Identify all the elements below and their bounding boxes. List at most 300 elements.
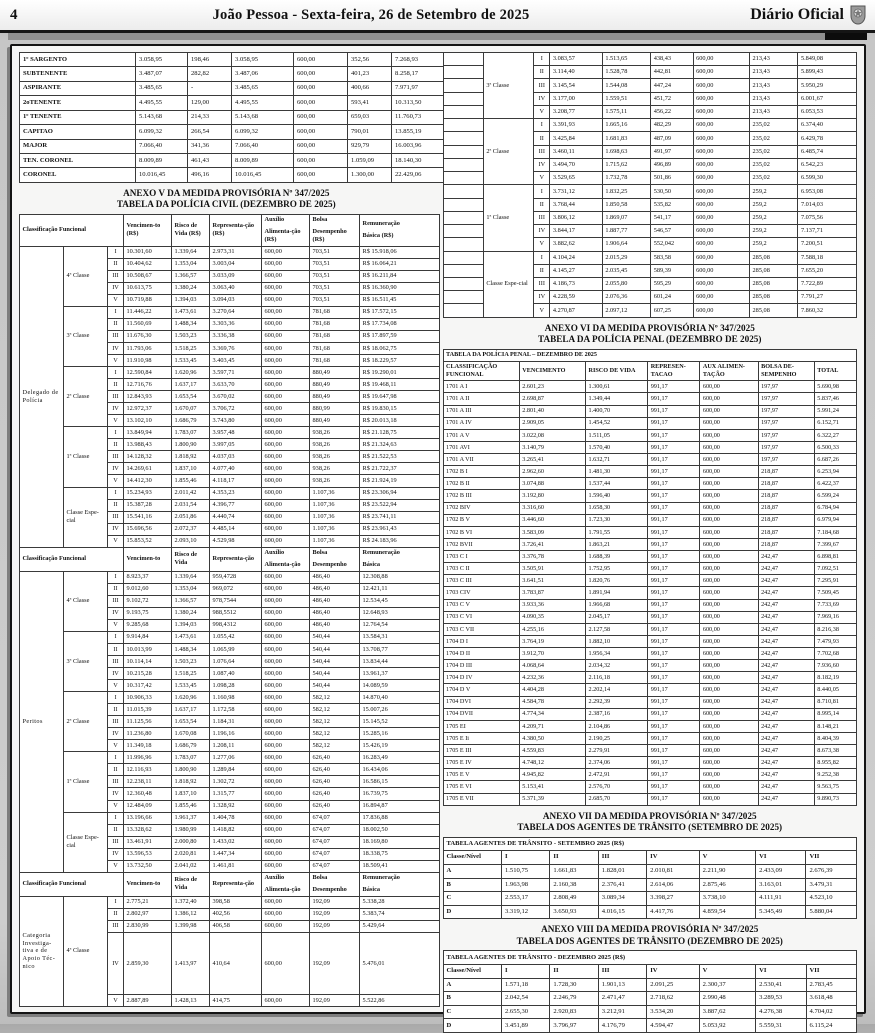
table-cell: 18.509,41 bbox=[360, 860, 440, 872]
table-cell: 9.914,84 bbox=[124, 631, 172, 643]
table-cell: 2.211,90 bbox=[699, 864, 755, 878]
table-row bbox=[20, 81, 444, 95]
page-number: 4 bbox=[10, 6, 18, 23]
table-cell: 1.328,92 bbox=[210, 800, 262, 812]
table-row bbox=[443, 672, 857, 684]
class-label-cell: 3ª Classe bbox=[64, 631, 108, 691]
table-cell: 3.163,01 bbox=[756, 878, 806, 892]
table-cell: 4.945,82 bbox=[519, 769, 585, 781]
row-label-cell: 1705 E Ii bbox=[443, 732, 519, 744]
table-cell: 8.148,21 bbox=[814, 720, 856, 732]
empty-cell bbox=[443, 53, 483, 66]
table-cell: 2.093,10 bbox=[172, 535, 210, 547]
table-cell: 540,44 bbox=[310, 643, 360, 655]
level-cell: IV bbox=[108, 463, 124, 475]
table-row bbox=[443, 185, 857, 198]
row-label-cell: 1704 D V bbox=[443, 684, 519, 696]
table-cell: 3.446,60 bbox=[519, 514, 585, 526]
table-cell: 11.446,22 bbox=[124, 306, 172, 318]
table-cell: 12.972,37 bbox=[124, 403, 172, 415]
level-cell: II bbox=[108, 764, 124, 776]
table-cell: 2.127,58 bbox=[585, 623, 647, 635]
table-cell: 197,97 bbox=[758, 417, 814, 429]
table-cell: 3.376,78 bbox=[519, 551, 585, 563]
table-cell: 880,49 bbox=[310, 391, 360, 403]
table-cell: 496,16 bbox=[188, 168, 232, 182]
rank-label-cell: ASPIRANTE bbox=[20, 81, 136, 95]
table-row bbox=[20, 812, 440, 824]
table-cell: 11.236,80 bbox=[124, 728, 172, 740]
empty-cell bbox=[443, 172, 483, 185]
table-cell: 991,17 bbox=[648, 514, 700, 526]
table-cell: 13.196,66 bbox=[124, 812, 172, 824]
table-cell: 600,00 bbox=[262, 415, 310, 427]
table-cell: R$ 15.918,06 bbox=[360, 246, 440, 258]
table-row bbox=[443, 623, 857, 635]
level-cell: II bbox=[534, 132, 550, 145]
table-cell: 1.184,31 bbox=[210, 716, 262, 728]
table-cell: 3.083,57 bbox=[550, 53, 602, 66]
table-cell: 218,87 bbox=[758, 502, 814, 514]
table-cell: 11.676,30 bbox=[124, 330, 172, 342]
empty-cell bbox=[443, 132, 483, 145]
table-cell: 4.276,38 bbox=[756, 1005, 806, 1019]
table-cell: 11.793,06 bbox=[124, 342, 172, 354]
table-cell: 1.837,10 bbox=[172, 463, 210, 475]
row-label-cell: 1701 A IV bbox=[443, 417, 519, 429]
table-row bbox=[20, 571, 440, 583]
table-cell: 242,47 bbox=[758, 745, 814, 757]
table-cell: 3.650,93 bbox=[550, 905, 598, 919]
table-cell: 15.426,19 bbox=[360, 740, 440, 752]
table-cell: 15.007,26 bbox=[360, 704, 440, 716]
table-cell: 1.107,36 bbox=[310, 523, 360, 535]
table-cell: 5.345,49 bbox=[756, 905, 806, 919]
level-cell: I bbox=[534, 185, 550, 198]
table-cell: R$ 19.830,15 bbox=[360, 403, 440, 415]
table-cell: 10.508,67 bbox=[124, 270, 172, 282]
level-cell: I bbox=[108, 896, 124, 908]
table-cell: 600,00 bbox=[700, 696, 758, 708]
table-cell: 1.528,78 bbox=[602, 66, 650, 79]
table-cell: 6.429,78 bbox=[798, 132, 857, 145]
table-cell: 235,02 bbox=[750, 132, 798, 145]
table-cell: 3.022,08 bbox=[519, 429, 585, 441]
table-cell: 242,47 bbox=[758, 660, 814, 672]
table-cell: 3.094,03 bbox=[210, 294, 262, 306]
table-cell: 1.372,40 bbox=[172, 896, 210, 908]
table-cell: 6.542,23 bbox=[798, 158, 857, 171]
class-label-cell: 3ª Classe bbox=[64, 306, 108, 366]
table-cell: 991,17 bbox=[648, 635, 700, 647]
table-cell: 600,00 bbox=[700, 514, 758, 526]
table-cell: 600,00 bbox=[700, 587, 758, 599]
table-cell: 600,00 bbox=[262, 523, 310, 535]
table-cell: 600,00 bbox=[700, 563, 758, 575]
table-cell: 991,17 bbox=[648, 526, 700, 538]
table-cell: 2.051,86 bbox=[172, 511, 210, 523]
class-label-cell: 2ª Classe bbox=[483, 119, 533, 185]
table-cell: 600,00 bbox=[262, 740, 310, 752]
table-cell: 14.269,61 bbox=[124, 463, 172, 475]
table-row bbox=[443, 251, 857, 264]
table-cell: 600,00 bbox=[262, 908, 310, 920]
table-cell: 12.764,54 bbox=[360, 619, 440, 631]
table-cell: 600,00 bbox=[294, 139, 348, 153]
table-cell: 6.979,94 bbox=[814, 514, 856, 526]
row-label-cell: 1704 D IV bbox=[443, 672, 519, 684]
table-cell: 12.421,11 bbox=[360, 583, 440, 595]
empty-cell bbox=[443, 277, 483, 290]
table-cell: 991,17 bbox=[648, 611, 700, 623]
column-header-cell: III bbox=[598, 851, 646, 865]
level-cell: I bbox=[108, 631, 124, 643]
rank-label-cell: 1º SARGENTO bbox=[20, 53, 136, 67]
table-cell: 991,17 bbox=[648, 720, 700, 732]
table-cell: 978,7544 bbox=[210, 595, 262, 607]
empty-cell bbox=[443, 158, 483, 171]
table-cell: 496,89 bbox=[651, 158, 693, 171]
table-cell: 991,17 bbox=[648, 551, 700, 563]
table-cell: 530,50 bbox=[651, 185, 693, 198]
table-cell: 4.495,55 bbox=[232, 96, 294, 110]
table-cell: 600,00 bbox=[262, 318, 310, 330]
table-cell: 2.190,25 bbox=[585, 732, 647, 744]
table-row bbox=[443, 1005, 857, 1019]
anexo-vi-line1: ANEXO VI DA MEDIDA PROVISÓRIA Nº 347/2025 bbox=[544, 322, 755, 333]
table-cell: 600,00 bbox=[700, 757, 758, 769]
table-cell: 3.844,17 bbox=[550, 225, 602, 238]
empty-cell bbox=[443, 211, 483, 224]
table-cell: 3.074,88 bbox=[519, 478, 585, 490]
table-cell: 600,00 bbox=[693, 172, 749, 185]
table-cell: 3.726,41 bbox=[519, 538, 585, 550]
table-cell: 1.302,72 bbox=[210, 776, 262, 788]
level-cell: V bbox=[108, 995, 124, 1007]
table-cell: 600,00 bbox=[693, 92, 749, 105]
table-cell: 442,81 bbox=[651, 66, 693, 79]
column-header-cell: Representa-ção bbox=[210, 872, 262, 896]
row-label-cell: 1703 C VI bbox=[443, 611, 519, 623]
anexo-vi-line2: TABELA DA POLÍCIA PENAL (DEZEMBRO DE 2025) bbox=[538, 334, 762, 345]
level-cell: V bbox=[108, 740, 124, 752]
column-header-cell: Bolsa Desempenho bbox=[310, 872, 360, 896]
table-cell: 15.853,52 bbox=[124, 535, 172, 547]
table-cell: 13.461,91 bbox=[124, 836, 172, 848]
table-cell: 600,00 bbox=[262, 728, 310, 740]
table-cell: 5.837,46 bbox=[814, 393, 856, 405]
empty-cell bbox=[443, 198, 483, 211]
table-cell: 11.125,56 bbox=[124, 716, 172, 728]
table-cell: 600,00 bbox=[693, 251, 749, 264]
table-cell: 1.723,30 bbox=[585, 514, 647, 526]
level-cell: III bbox=[108, 716, 124, 728]
level-cell: III bbox=[534, 145, 550, 158]
table-cell: 2.909,05 bbox=[519, 417, 585, 429]
table-cell: 3.529,65 bbox=[550, 172, 602, 185]
table-cell: 1.386,12 bbox=[172, 908, 210, 920]
table-cell: 16.739,75 bbox=[360, 788, 440, 800]
table-cell: 1.670,08 bbox=[172, 728, 210, 740]
table-cell: 3.706,72 bbox=[210, 403, 262, 415]
table-cell: 781,68 bbox=[310, 306, 360, 318]
table-cell: 1.686,79 bbox=[172, 415, 210, 427]
column-header-cell: I bbox=[501, 851, 549, 865]
row-label-cell: 1701 A II bbox=[443, 393, 519, 405]
class-label-cell: 2ª Classe bbox=[64, 367, 108, 427]
column-header-cell: Auxílio Alimenta-ção (R$) bbox=[262, 214, 310, 246]
table-cell: 1.315,77 bbox=[210, 788, 262, 800]
table-cell: 1.418,82 bbox=[210, 824, 262, 836]
column-header-cell: Vencimen-to bbox=[124, 872, 172, 896]
header-row bbox=[443, 851, 857, 865]
table-cell: 2.601,23 bbox=[519, 381, 585, 393]
level-cell: V bbox=[534, 304, 550, 317]
level-cell: II bbox=[534, 264, 550, 277]
table-cell: 1.289,84 bbox=[210, 764, 262, 776]
table-cell: 192,09 bbox=[310, 920, 360, 932]
table-row bbox=[20, 53, 444, 67]
level-cell: III bbox=[534, 79, 550, 92]
table-cell: 6.599,24 bbox=[814, 490, 856, 502]
table-row bbox=[443, 478, 857, 490]
table-cell: 13.584,31 bbox=[360, 631, 440, 643]
table-cell: 2.859,30 bbox=[124, 932, 172, 994]
table-cell: 600,00 bbox=[700, 611, 758, 623]
row-label-cell: C bbox=[443, 1005, 501, 1019]
table-cell: 197,97 bbox=[758, 381, 814, 393]
table-cell: 3.033,09 bbox=[210, 270, 262, 282]
table-cell: 6.687,26 bbox=[814, 454, 856, 466]
table-cell: 8.258,17 bbox=[392, 67, 444, 81]
table-cell: 3.743,80 bbox=[210, 415, 262, 427]
table-cell: 11.910,98 bbox=[124, 354, 172, 366]
row-label-cell: 1701 AVI bbox=[443, 441, 519, 453]
level-cell: II bbox=[108, 908, 124, 920]
table-cell: 600,00 bbox=[700, 393, 758, 405]
table-cell: 600,00 bbox=[294, 96, 348, 110]
band-title-cell: TABELA DA POLÍCIA PENAL – DEZEMBRO DE 2025 bbox=[443, 349, 857, 361]
table-cell: 12.238,11 bbox=[124, 776, 172, 788]
empty-cell bbox=[443, 66, 483, 79]
table-cell: 1.461,81 bbox=[210, 860, 262, 872]
column-header-cell: IV bbox=[647, 851, 699, 865]
table-cell: 6.099,32 bbox=[232, 125, 294, 139]
table-cell: 235,02 bbox=[750, 172, 798, 185]
table-cell: 14.412,30 bbox=[124, 475, 172, 487]
table-cell: 4.404,28 bbox=[519, 684, 585, 696]
row-label-cell: 1701 A V bbox=[443, 429, 519, 441]
empty-cell bbox=[443, 225, 483, 238]
table-cell: 1.300,61 bbox=[585, 381, 647, 393]
table-cell: 3.912,70 bbox=[519, 648, 585, 660]
table-cell: 3.957,48 bbox=[210, 427, 262, 439]
table-cell: R$ 21.924,19 bbox=[360, 475, 440, 487]
level-cell: III bbox=[108, 451, 124, 463]
table-cell: 600,00 bbox=[700, 660, 758, 672]
table-cell: 3.145,54 bbox=[550, 79, 602, 92]
table-cell: 8.995,14 bbox=[814, 708, 856, 720]
table-cell: 3.731,12 bbox=[550, 185, 602, 198]
table-row bbox=[443, 864, 857, 878]
table-cell: 14.870,40 bbox=[360, 692, 440, 704]
table-cell: 13.102,10 bbox=[124, 415, 172, 427]
table-cell: 600,00 bbox=[262, 764, 310, 776]
table-cell: 8.673,38 bbox=[814, 745, 856, 757]
table-cell: 3.398,27 bbox=[647, 892, 699, 906]
level-cell: II bbox=[534, 66, 550, 79]
table-cell: 1.863,21 bbox=[585, 538, 647, 550]
class-label-cell: 4ª Classe bbox=[64, 571, 108, 631]
table-cell: 242,47 bbox=[758, 732, 814, 744]
table-cell: 4.118,17 bbox=[210, 475, 262, 487]
table-cell: 600,00 bbox=[262, 439, 310, 451]
level-cell: IV bbox=[108, 668, 124, 680]
table-cell: 2.104,86 bbox=[585, 720, 647, 732]
table-cell: 8.710,81 bbox=[814, 696, 856, 708]
table-cell: 3.391,93 bbox=[550, 119, 602, 132]
empty-cell bbox=[443, 264, 483, 277]
table-cell: 4.523,10 bbox=[806, 892, 857, 906]
table-cell: 242,47 bbox=[758, 648, 814, 660]
table-cell: 2.718,62 bbox=[647, 992, 699, 1006]
table-cell: 600,00 bbox=[693, 158, 749, 171]
table-cell: 4.270,87 bbox=[550, 304, 602, 317]
table-cell: 213,43 bbox=[750, 66, 798, 79]
table-cell: 2.962,60 bbox=[519, 466, 585, 478]
table-cell: 1.901,13 bbox=[598, 978, 646, 992]
table-row bbox=[443, 793, 857, 805]
table-cell: 6.422,37 bbox=[814, 478, 856, 490]
table-cell: R$ 21.722,37 bbox=[360, 463, 440, 475]
table-cell: 589,39 bbox=[651, 264, 693, 277]
table-cell: 242,47 bbox=[758, 684, 814, 696]
table-cell: R$ 23.741,11 bbox=[360, 511, 440, 523]
table-cell: 600,00 bbox=[294, 168, 348, 182]
level-cell: II bbox=[108, 643, 124, 655]
table-cell: 2.808,49 bbox=[550, 892, 598, 906]
class-label-cell: 3ª Classe bbox=[483, 53, 533, 119]
table-cell: 600,00 bbox=[262, 800, 310, 812]
policia-civil-table bbox=[19, 214, 440, 1007]
table-cell: 213,43 bbox=[750, 105, 798, 118]
level-cell: IV bbox=[108, 788, 124, 800]
table-cell: 2.292,39 bbox=[585, 696, 647, 708]
table-cell: 3.633,70 bbox=[210, 379, 262, 391]
table-cell: 218,87 bbox=[758, 490, 814, 502]
table-cell: 600,00 bbox=[262, 607, 310, 619]
table-cell: 12.590,84 bbox=[124, 367, 172, 379]
table-cell: 2.614,06 bbox=[647, 878, 699, 892]
table-cell: 600,00 bbox=[262, 776, 310, 788]
table-cell: 5.429,64 bbox=[360, 920, 440, 932]
table-cell: 3.270,64 bbox=[210, 306, 262, 318]
table-cell: 2.279,91 bbox=[585, 745, 647, 757]
table-row bbox=[443, 393, 857, 405]
table-cell: 7.479,93 bbox=[814, 635, 856, 647]
table-cell: 5.522,86 bbox=[360, 995, 440, 1007]
table-cell: 1.728,30 bbox=[550, 978, 598, 992]
table-cell: 600,00 bbox=[262, 848, 310, 860]
level-cell: IV bbox=[534, 225, 550, 238]
row-label-cell: B bbox=[443, 992, 501, 1006]
empty-cell bbox=[443, 92, 483, 105]
table-cell: 5.991,24 bbox=[814, 405, 856, 417]
class-label-cell: 1ª Classe bbox=[483, 185, 533, 251]
table-cell: 242,47 bbox=[758, 793, 814, 805]
table-cell: 4.440,74 bbox=[210, 511, 262, 523]
level-cell: I bbox=[534, 53, 550, 66]
table-cell: 2.990,48 bbox=[699, 992, 755, 1006]
table-cell: 213,43 bbox=[750, 79, 798, 92]
header-row bbox=[20, 872, 440, 896]
level-cell: IV bbox=[108, 607, 124, 619]
table-cell: 486,40 bbox=[310, 607, 360, 619]
table-cell: 242,47 bbox=[758, 587, 814, 599]
table-cell: 3.140,79 bbox=[519, 441, 585, 453]
table-cell: 1.980,99 bbox=[172, 824, 210, 836]
table-cell: 4.068,64 bbox=[519, 660, 585, 672]
table-row bbox=[443, 720, 857, 732]
table-cell: 2.374,06 bbox=[585, 757, 647, 769]
row-label-cell: 1702 B VI bbox=[443, 526, 519, 538]
table-cell: 1.413,97 bbox=[172, 932, 210, 994]
table-cell: 10.301,60 bbox=[124, 246, 172, 258]
table-row bbox=[20, 110, 444, 124]
table-cell: 4.380,50 bbox=[519, 732, 585, 744]
table-cell: 1.783,07 bbox=[172, 752, 210, 764]
table-cell: 1.065,99 bbox=[210, 643, 262, 655]
level-cell: IV bbox=[108, 932, 124, 994]
table-cell: 3.177,00 bbox=[550, 92, 602, 105]
header-rule bbox=[8, 33, 867, 40]
table-cell: R$ 19.468,11 bbox=[360, 379, 440, 391]
empty-cell bbox=[443, 79, 483, 92]
table-cell: 1.488,34 bbox=[172, 643, 210, 655]
table-row bbox=[443, 429, 857, 441]
table-cell: 242,47 bbox=[758, 563, 814, 575]
table-cell: 626,40 bbox=[310, 800, 360, 812]
table-cell: 582,12 bbox=[310, 716, 360, 728]
rank-label-cell: 2oTENENTE bbox=[20, 96, 136, 110]
table-cell: R$ 16.211,84 bbox=[360, 270, 440, 282]
table-row bbox=[443, 660, 857, 672]
level-cell: V bbox=[108, 800, 124, 812]
table-cell: 4.255,16 bbox=[519, 623, 585, 635]
table-cell: 2.698,87 bbox=[519, 393, 585, 405]
table-row bbox=[20, 153, 444, 167]
table-cell: 1.087,40 bbox=[210, 668, 262, 680]
row-label-cell: 1703 C III bbox=[443, 575, 519, 587]
column-header-cell: REPRESEN-TACAO bbox=[648, 361, 700, 381]
table-cell: 3.479,31 bbox=[806, 878, 857, 892]
table-cell: 600,00 bbox=[693, 198, 749, 211]
table-cell: 11.349,18 bbox=[124, 740, 172, 752]
table-cell: 410,64 bbox=[210, 932, 262, 994]
table-cell: 8.009,89 bbox=[136, 153, 188, 167]
table-cell: 3.583,09 bbox=[519, 526, 585, 538]
table-cell: R$ 19.290,01 bbox=[360, 367, 440, 379]
level-cell: IV bbox=[108, 403, 124, 415]
table-cell: 218,87 bbox=[758, 466, 814, 478]
table-cell: 600,00 bbox=[700, 769, 758, 781]
table-cell: 10.016,45 bbox=[232, 168, 294, 182]
table-cell: 1.620,96 bbox=[172, 367, 210, 379]
level-cell: II bbox=[108, 499, 124, 511]
table-cell: 10.317,42 bbox=[124, 680, 172, 692]
table-cell: 3.738,10 bbox=[699, 892, 755, 906]
table-cell: 3.003,04 bbox=[210, 258, 262, 270]
